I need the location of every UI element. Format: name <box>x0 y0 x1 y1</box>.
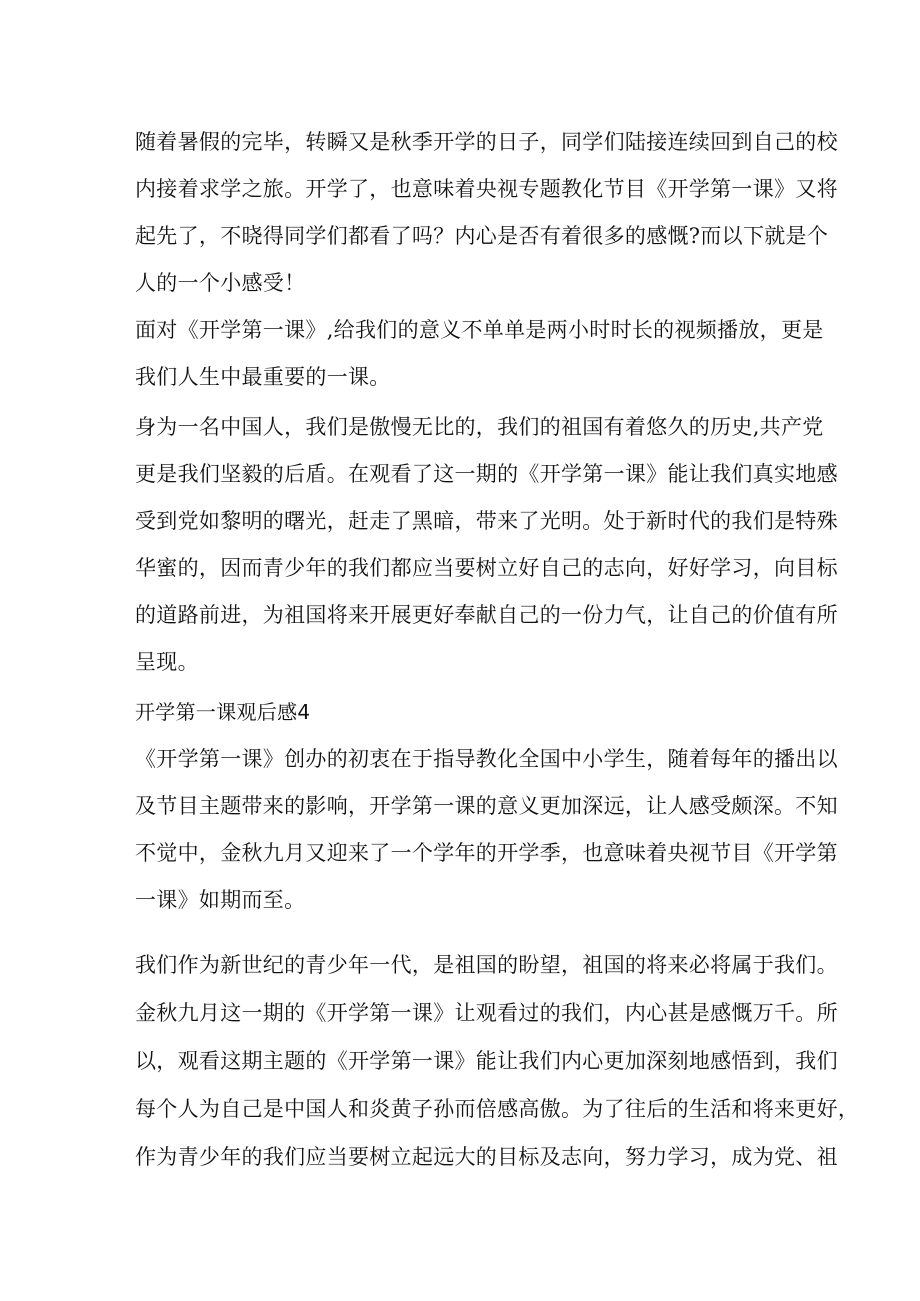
paragraph-4-line-4: 一课》如期而至。 <box>135 888 306 912</box>
paragraph-3-line-4: 华蜜的，因而青少年的我们都应当要树立好自己的志向，好好学习，向目标 <box>135 556 838 580</box>
paragraph-2-line-1: 面对《开学第一课》,给我们的意义不单单是两小时时长的视频播放，更是 <box>135 318 824 342</box>
paragraph-1-line-3: 起先了，不晓得同学们都看了吗？内心是否有着很多的感慨?而以下就是个 <box>135 224 829 248</box>
paragraph-2-line-2: 我们人生中最重要的一课。 <box>135 365 391 389</box>
paragraph-5-line-1: 我们作为新世纪的青少年一代，是祖国的盼望，祖国的将来必将属于我们。 <box>135 953 838 977</box>
paragraph-3-line-5: 的道路前进，为祖国将来开展更好奉献自己的一份力气，让自己的价值有所 <box>135 603 838 627</box>
paragraph-5-line-2: 金秋九月这一期的《开学第一课》让观看过的我们，内心甚是感慨万千。所 <box>135 1001 838 1025</box>
paragraph-4-line-1: 《开学第一课》创办的初衷在于指导教化全国中小学生，随着每年的播出以 <box>135 747 838 771</box>
paragraph-3-line-1: 身为一名中国人，我们是傲慢无比的，我们的祖国有着悠久的历史,共产党 <box>135 415 824 439</box>
paragraph-3-line-2: 更是我们坚毅的后盾。在观看了这一期的《开学第一课》能让我们真实地感 <box>135 462 838 486</box>
paragraph-5-line-4: 每个人为自己是中国人和炎黄子孙而倍感高傲。为了往后的生活和将来更好， <box>135 1097 860 1121</box>
paragraph-1-line-1: 随着暑假的完毕，转瞬又是秋季开学的日子，同学们陆接连续回到自己的校 <box>135 130 838 154</box>
paragraph-4-line-3: 不觉中，金秋九月又迎来了一个学年的开学季，也意味着央视节目《开学第 <box>135 841 838 865</box>
paragraph-4-line-2: 及节目主题带来的影响，开学第一课的意义更加深远，让人感受颇深。不知 <box>135 794 838 818</box>
paragraph-3-line-3: 受到党如黎明的曙光，赶走了黑暗，带来了光明。处于新时代的我们是特殊 <box>135 509 838 533</box>
paragraph-3-line-6: 呈现。 <box>135 650 199 674</box>
paragraph-5-line-5: 作为青少年的我们应当要树立起远大的目标及志向，努力学习，成为党、祖 <box>135 1145 838 1169</box>
paragraph-1-line-2: 内接着求学之旅。开学了，也意味着央视专题教化节目《开学第一课》又将 <box>135 177 838 201</box>
paragraph-1-line-4: 人的一个小感受！ <box>135 271 306 295</box>
paragraph-5-line-3: 以，观看这期主题的《开学第一课》能让我们内心更加深刻地感悟到，我们 <box>135 1049 838 1073</box>
section-heading: 开学第一课观后感4 <box>135 700 311 724</box>
